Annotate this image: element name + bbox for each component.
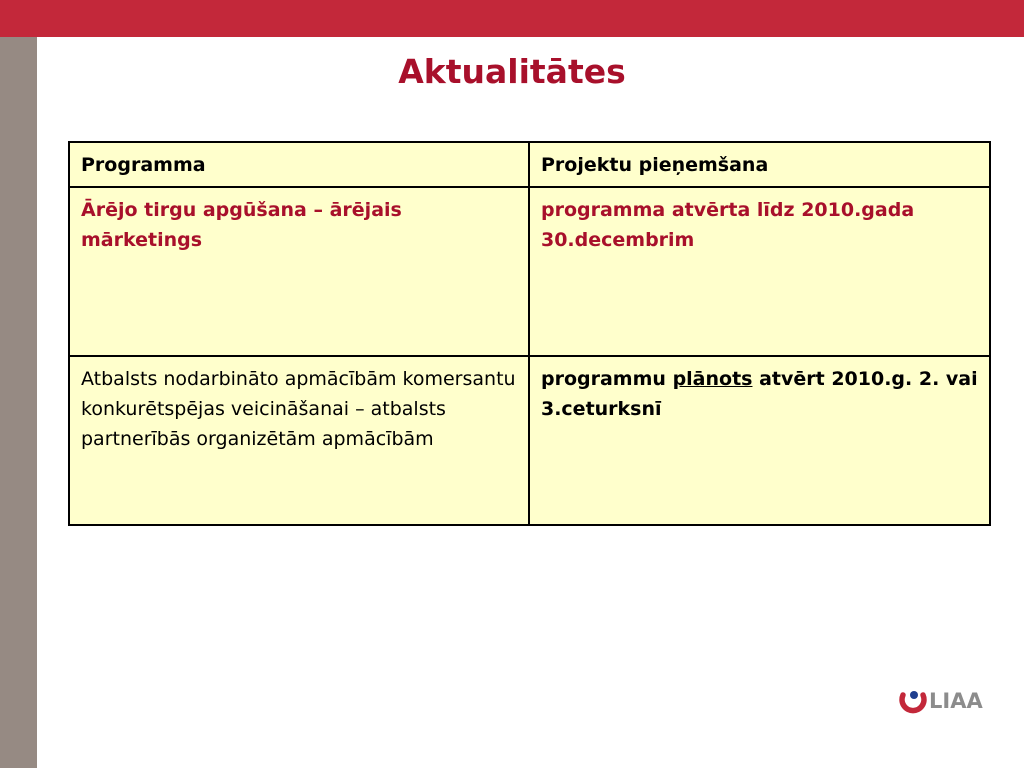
row-2-status-pre: programmu bbox=[540, 368, 666, 390]
row-2-status bbox=[529, 356, 990, 525]
liaa-logo-text: LIAA bbox=[929, 689, 983, 713]
header-programma: Programma bbox=[69, 142, 529, 187]
top-accent-bar bbox=[0, 0, 1024, 37]
row-2-status-underlined: plānots bbox=[672, 368, 753, 390]
row-2-status-post: atvērt 2010.g. 2. vai 3.ceturksnī bbox=[540, 368, 978, 420]
table-header-row bbox=[69, 142, 990, 187]
table-row bbox=[69, 187, 990, 356]
left-side-bar bbox=[0, 37, 37, 768]
liaa-logo bbox=[898, 686, 983, 716]
row-1-programma: Ārējo tirgu apgūšana – ārējais mārketings bbox=[69, 187, 529, 356]
table-row bbox=[69, 356, 990, 525]
liaa-logo-icon bbox=[898, 686, 928, 716]
page-title: Aktualitātes bbox=[398, 52, 626, 91]
programs-table bbox=[68, 141, 991, 526]
row-1-status: programma atvērta līdz 2010.gada 30.decembrim bbox=[529, 187, 990, 356]
header-projektu-pienemsana: Projektu pieņemšana bbox=[529, 142, 990, 187]
row-2-programma: Atbalsts nodarbināto apmācībām komersantu konkurētspējas veicināšanai – atbalsts partnerībās organizētām apmācībām bbox=[69, 356, 529, 525]
